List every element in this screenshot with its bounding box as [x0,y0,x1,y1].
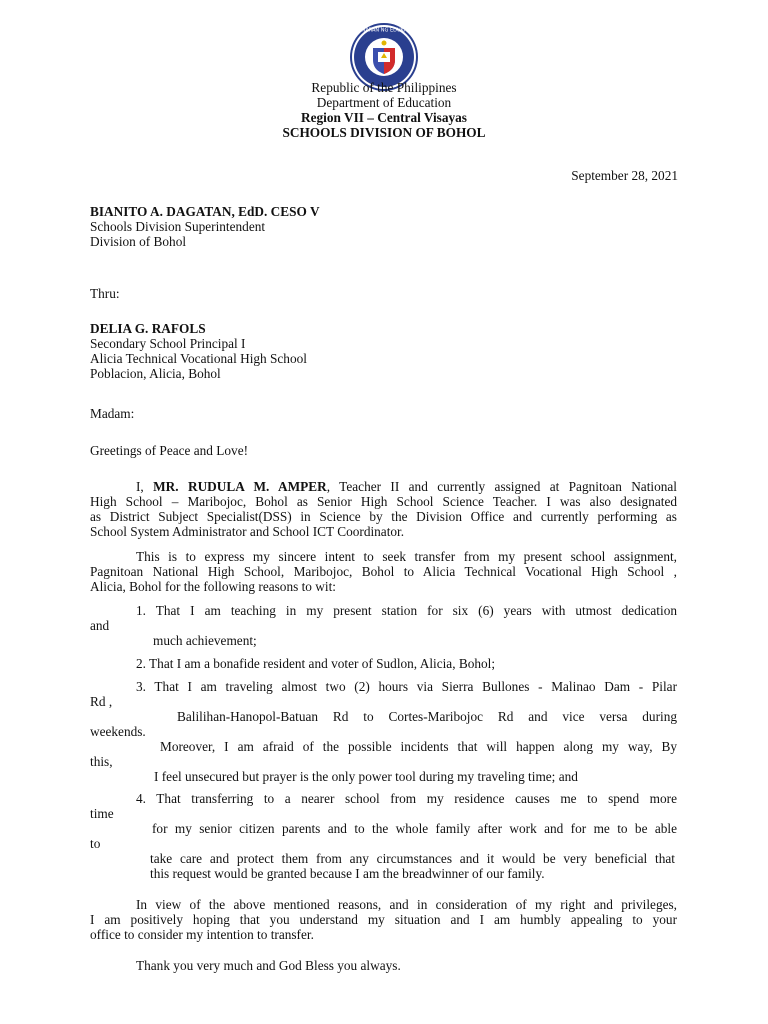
reason4-line5: take care and protect them from any circumstances and it would be very beneficial that [150,851,675,866]
reason3-line1: 3. That I am traveling almost two (2) hours via Sierra Bullones - Malinao Dam - Pilar [136,679,677,694]
reason3-line4: weekends. [90,724,146,739]
thru-title: Secondary School Principal I [90,336,246,351]
thru-address: Poblacion, Alicia, Bohol [90,366,221,381]
header-department: Department of Education [316,95,452,110]
para1-line4: School System Administrator and School ICT Coordinator. [90,524,405,539]
para1-line3: as District Subject Specialist(DSS) in Science by the Division Office and currently performing as [90,509,677,524]
para2-line3: Alicia, Bohol for the following reasons to wit: [90,579,336,594]
thru-school: Alicia Technical Vocational High School [90,351,307,366]
header-region: Region VII – Central Visayas [301,110,467,125]
para1-rest: , Teacher II and currently assigned at Pagnitoan National [326,479,677,494]
reason3-line2: Rd , [90,694,113,709]
para3-line2: I am positively hoping that you understand my situation and I am humbly appealing to your [90,912,677,927]
teacher-name: MR. RUDULA M. AMPER [153,479,327,494]
reason3-line7: I feel unsecured but prayer is the only power tool during my traveling time; and [154,769,578,784]
greeting: Greetings of Peace and Love! [90,443,249,458]
para3-line3: office to consider my intention to transfer. [90,927,314,942]
para1-line1 [136,479,677,495]
recipient-name: BIANITO A. DAGATAN, EdD. CESO V [90,204,320,219]
reason1-line2: and [90,618,110,633]
header-republic: Republic of the Philippines [311,80,457,95]
reason1-line3: much achievement; [153,633,257,648]
reason4-line4: to [90,836,101,851]
closing-line: Thank you very much and God Bless you always. [136,958,401,973]
recipient-office: Division of Bohol [90,234,187,249]
reason3-line6: this, [90,754,113,769]
header-division: SCHOOLS DIVISION OF BOHOL [282,125,486,140]
thru-name: DELIA G. RAFOLS [90,321,206,336]
letter-date: September 28, 2021 [571,168,678,183]
reason3-line3: Balilihan-Hanopol-Batuan Rd to Cortes-Maribojoc Rd and vice versa during [177,709,677,724]
reason1-line1: 1. That I am teaching in my present station for six (6) years with utmost dedication [136,603,677,618]
reason4-line2: time [90,806,114,821]
para3-line1: In view of the above mentioned reasons, and in consideration of my right and privileges, [136,897,677,912]
reason4-line1: 4. That transferring to a nearer school from my residence causes me to spend more [136,791,677,806]
para2-line1: This is to express my sincere intent to seek transfer from my present school assignment, [136,549,677,564]
reason2: 2. That I am a bonafide resident and voter of Sudlon, Alicia, Bohol; [136,656,496,671]
para1-line2: High School – Maribojoc, Bohol as Senior High School Science Teacher. I was also designated [90,494,677,509]
reason4-line6: this request would be granted because I am the breadwinner of our family. [150,866,545,881]
salutation: Madam: [90,406,135,421]
para1-lead: I, [136,479,154,494]
recipient-title: Schools Division Superintendent [90,219,266,234]
thru-label: Thru: [90,286,120,301]
seal-text: KAGAWARAN NG EDUKASYON [349,27,419,34]
reason3-line5: Moreover, I am afraid of the possible incidents that will happen along my way, By [160,739,677,754]
para2-line2: Pagnitoan National High School, Maribojoc, Bohol to Alicia Technical Vocational High School , [90,564,677,579]
reason4-line3: for my senior citizen parents and to the whole family after work and for me to be able [152,821,677,836]
